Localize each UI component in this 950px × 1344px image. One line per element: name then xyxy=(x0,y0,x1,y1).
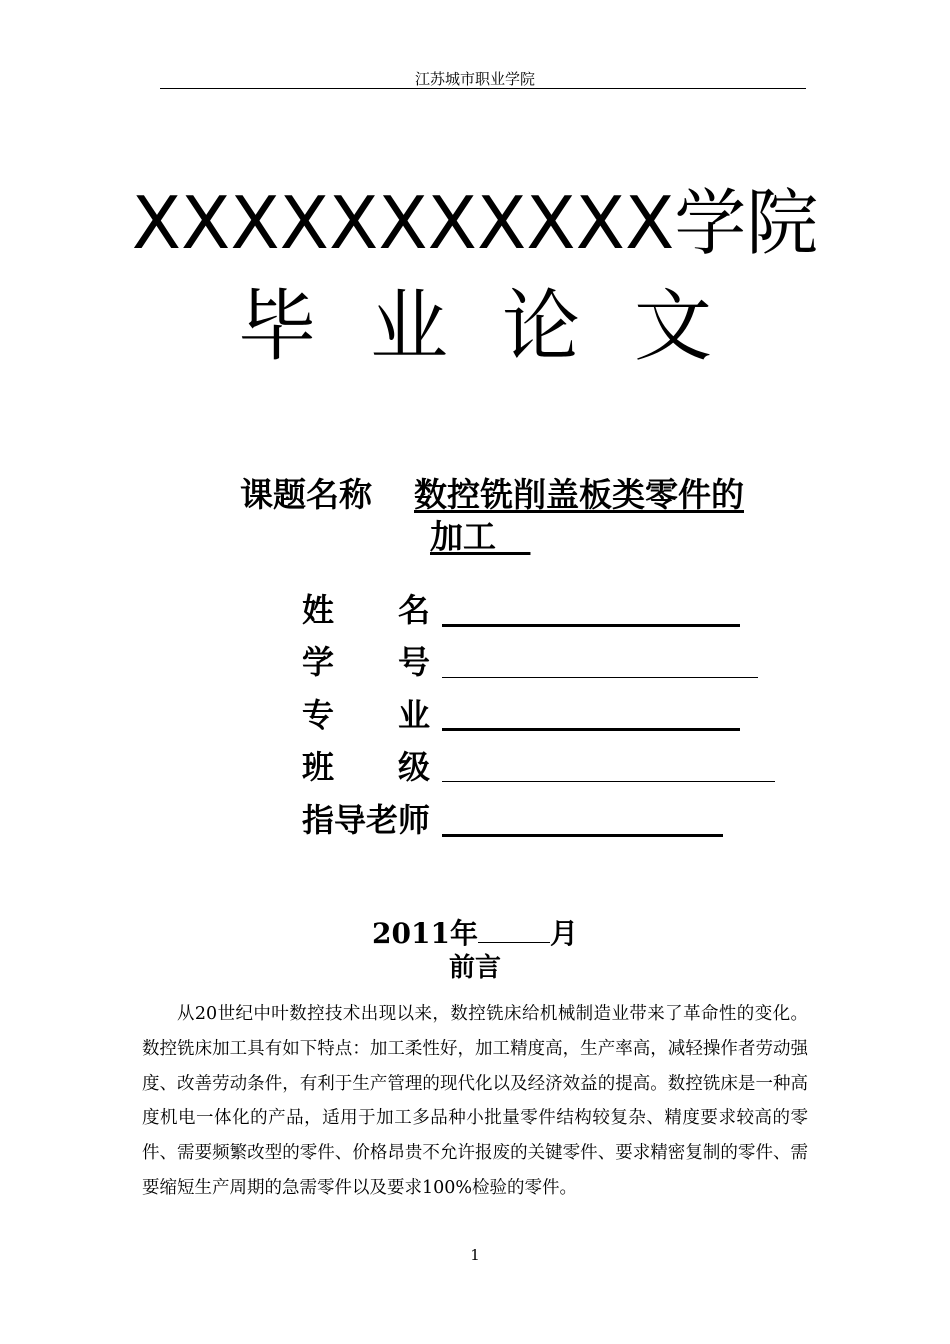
field-class-blank[interactable] xyxy=(442,781,775,782)
field-major-label: 专 业 xyxy=(302,696,431,734)
page-header: 江苏城市职业学院 xyxy=(414,70,535,88)
page-number: 1 xyxy=(470,1246,480,1264)
field-student-id xyxy=(302,640,430,684)
month-blank[interactable] xyxy=(478,918,550,943)
date-month: 月 xyxy=(549,917,578,950)
field-student-id-blank[interactable] xyxy=(442,677,758,678)
header-divider xyxy=(160,88,806,89)
field-name-label: 姓 名 xyxy=(302,591,431,629)
document-type-title: 毕业论文 xyxy=(237,282,766,372)
field-major xyxy=(302,693,430,737)
date-line xyxy=(0,914,950,954)
field-advisor xyxy=(302,798,430,842)
preface-paragraph: 从20世纪中叶数控技术出现以来，数控铣床给机械制造业带来了革命性的变化。数控铣床加工具有如下特点：加工柔性好，加工精度高，生产率高，减轻操作者劳动强度、改善劳动条件，有利于生产管理的现代化以及经济效益的提高。数控铣床是一种高度机电一体化的产品，适用于加工多品种小批量零件结构较复杂、精度要求较高的零件、需要频繁改型的零件、价格昂贵不允许报废的关键零件、要求精密复制的零件、需要缩短生产周期的急需零件以及要求100%检验的零件。 xyxy=(142,1004,808,1198)
field-advisor-blank[interactable] xyxy=(442,834,723,837)
field-name xyxy=(302,588,430,632)
field-class-label: 班 级 xyxy=(302,748,431,786)
topic-label: 课题名称 xyxy=(240,475,372,514)
date-year: 2011年 xyxy=(372,917,478,950)
topic-value-line2: 加工 xyxy=(430,517,531,556)
field-major-blank[interactable] xyxy=(442,728,740,731)
field-advisor-label: 指导老师 xyxy=(302,801,431,839)
topic-value-line1: 数控铣削盖板类零件的 xyxy=(414,475,744,514)
field-student-id-label: 学 号 xyxy=(302,643,431,681)
field-name-blank[interactable] xyxy=(442,624,740,627)
preface-title: 前言 xyxy=(448,953,501,983)
field-class xyxy=(302,745,430,789)
school-name: XXXXXXXXXXX学院 xyxy=(131,181,819,265)
